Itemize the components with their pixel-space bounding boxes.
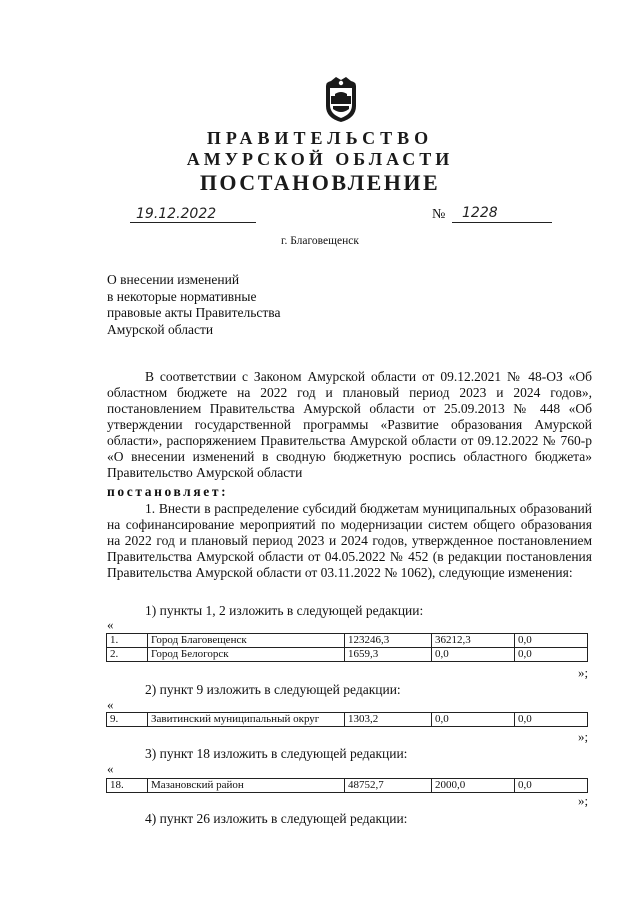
table-cell: Город Благовещенск: [148, 634, 345, 648]
table-cell: 2000,0: [432, 779, 515, 793]
table-cell: 1.: [107, 634, 148, 648]
quote-close: »;: [578, 729, 589, 744]
document-number: 1228: [462, 205, 498, 221]
table-cell: 1659,3: [345, 648, 432, 662]
table-row: [107, 713, 588, 727]
table-cell: Завитинский муниципальный округ: [148, 713, 345, 727]
table-cell: 0,0: [515, 713, 588, 727]
table-cell: 123246,3: [345, 634, 432, 648]
table-cell: 0,0: [432, 648, 515, 662]
subject-line: Амурской области: [107, 321, 214, 337]
table-cell: 0,0: [432, 713, 515, 727]
table-row: [107, 648, 588, 662]
city-label: г. Благовещенск: [281, 235, 359, 247]
table-row: [107, 634, 588, 648]
table-cell: Город Белогорск: [148, 648, 345, 662]
subject-line: в некоторые нормативные: [107, 288, 257, 304]
table-cell: 0,0: [515, 648, 588, 662]
amendment-table-3: [106, 778, 588, 793]
clause-1-paragraph: 1. Внести в распределение субсидий бюджетам муниципальных образований на софинансирование мероприятий по модернизации систем общего образования на 2022 год и плановый период 2023 и 2024 годов, утвержденное постановлением Правительства Амурской области от 04.05.2022 № 452 (в редакции постановления Правительства Амурской области от 03.11.2022 № 1062), следующие изменения:: [107, 501, 592, 580]
amendment-table-2: [106, 712, 588, 727]
quote-open: «: [107, 761, 114, 776]
table-cell: Мазановский район: [148, 779, 345, 793]
subclause-1: 1) пункты 1, 2 изложить в следующей редакции:: [145, 603, 424, 618]
subclause-3: 3) пункт 18 изложить в следующей редакции:: [145, 746, 408, 761]
subject-line: О внесении изменений: [107, 272, 240, 287]
table-cell: 0,0: [515, 634, 588, 648]
government-title-line2: АМУРСКОЙ ОБЛАСТИ: [186, 149, 454, 169]
resolves-keyword: постановляет:: [107, 484, 229, 499]
number-underline: [452, 222, 552, 223]
table-cell: 9.: [107, 713, 148, 727]
document-type-title: ПОСТАНОВЛЕНИЕ: [199, 170, 441, 195]
number-sign: №: [432, 207, 446, 222]
coat-of-arms-icon: [322, 74, 360, 124]
table-row: [107, 779, 588, 793]
table-cell: 1303,2: [345, 713, 432, 727]
quote-open: «: [107, 617, 114, 632]
document-date: 19.12.2022: [136, 206, 217, 222]
subclause-2: 2) пункт 9 изложить в следующей редакции:: [145, 682, 401, 697]
subclause-4: 4) пункт 26 изложить в следующей редакции:: [145, 811, 408, 826]
quote-open: «: [107, 697, 114, 712]
subject-line: правовые акты Правительства: [107, 305, 281, 320]
table-cell: 18.: [107, 779, 148, 793]
government-title-line1: ПРАВИТЕЛЬСТВО: [206, 128, 434, 148]
amendment-table-1: [106, 633, 588, 662]
quote-close: »;: [578, 793, 589, 808]
table-cell: 48752,7: [345, 779, 432, 793]
table-cell: 2.: [107, 648, 148, 662]
date-underline: [130, 222, 256, 223]
table-cell: 0,0: [515, 779, 588, 793]
document-subject: [107, 272, 280, 338]
quote-close: »;: [578, 665, 589, 680]
preamble-paragraph: В соответствии с Законом Амурской области от 09.12.2021 № 48-ОЗ «Об областном бюджете на 2022 год и плановый период 2023 и 2024 годов», постановлением Правительства Амурской области от 25.09.2013 № 448 «Об утверждении государственной программы «Развитие образования Амурской области», распоряжением Правительства Амурской области от 09.12.2022 № 760-р «О внесении изменений в сводную бюджетную роспись областного бюджета» Правительство Амурской области: [107, 369, 592, 480]
table-cell: 36212,3: [432, 634, 515, 648]
